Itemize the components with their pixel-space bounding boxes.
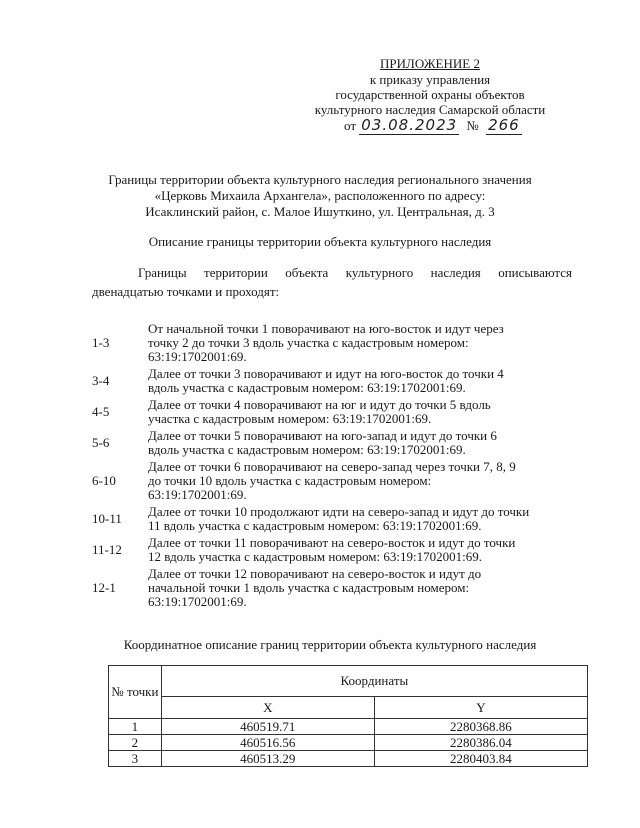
header-x: X bbox=[161, 697, 374, 719]
segment-label: 11-12 bbox=[92, 542, 122, 557]
segment-label: 5-6 bbox=[92, 435, 110, 450]
heading-line-3: Исаклинский район, с. Малое Ишуткино, ул. Центральная, д. 3 bbox=[145, 204, 495, 219]
segment-label: 6-10 bbox=[92, 473, 116, 488]
subheading: Описание границы территории объекта культурного наследия bbox=[148, 234, 492, 249]
coord-x: 460516.56 bbox=[161, 735, 374, 751]
point-number: 2 bbox=[109, 735, 162, 751]
segment-line: до точки 10 вдоль участка с кадастровым номером: bbox=[148, 473, 432, 488]
segment-line: Далее от точки 3 поворачивают и идут на юго-восток до точки 4 bbox=[148, 366, 504, 381]
number-sign: № bbox=[466, 118, 479, 133]
segment-line: 12 вдоль участка с кадастровым номером: 63:19:1702001:69. bbox=[148, 549, 482, 564]
point-number: 1 bbox=[109, 719, 162, 735]
segment-line: От начальной точки 1 поворачивают на юго-восток и идут через bbox=[148, 321, 504, 336]
segment-line: вдоль участка с кадастровым номером: 63:19:1702001:69. bbox=[148, 380, 466, 395]
segment-line: Далее от точки 12 поворачивают на северо-восток и идут до bbox=[148, 566, 482, 581]
heading-line-1: Границы территории объекта культурного наследия регионального значения bbox=[108, 172, 532, 187]
coord-x: 460513.29 bbox=[161, 751, 374, 767]
segment-line: Далее от точки 5 поворачивают на юго-запад и идут до точки 6 bbox=[148, 428, 497, 443]
annex-line-1: к приказу управления bbox=[369, 72, 491, 87]
segment-item bbox=[92, 536, 572, 564]
segment-description bbox=[148, 505, 562, 533]
intro-line-1: Границы территории объекта культурного наследия описываются bbox=[138, 265, 572, 280]
segment-label: 4-5 bbox=[92, 404, 110, 419]
segment-line: участка с кадастровым номером: 63:19:1702001:69. bbox=[148, 411, 432, 426]
segment-item bbox=[92, 567, 572, 609]
handwritten-number: 266 bbox=[488, 116, 520, 134]
header-point-number: № точки bbox=[109, 666, 162, 719]
segment-line: точку 2 до точки 3 вдоль участка с кадастровым номером: bbox=[148, 335, 469, 350]
segment-line: 63:19:1702001:69. bbox=[148, 349, 247, 364]
segments-list bbox=[92, 322, 572, 609]
segment-line: Далее от точки 10 продолжают идти на северо-запад и идут до точки bbox=[148, 504, 530, 519]
coord-y: 2280368.86 bbox=[374, 719, 587, 735]
segment-item bbox=[92, 367, 572, 395]
segment-label: 10-11 bbox=[92, 511, 122, 526]
segment-item bbox=[92, 460, 572, 502]
segment-line: Далее от точки 11 поворачивают на северо-восток и идут до точки bbox=[148, 535, 516, 550]
table-row bbox=[109, 719, 588, 735]
annex-date-row bbox=[344, 117, 522, 135]
segment-line: 63:19:1702001:69. bbox=[148, 487, 247, 502]
coord-y: 2280386.04 bbox=[374, 735, 587, 751]
segment-line: 11 вдоль участка с кадастровым номером: 63:19:1702001:69. bbox=[148, 518, 482, 533]
segment-line: Далее от точки 4 поворачивают на юг и идут до точки 5 вдоль bbox=[148, 397, 491, 412]
segment-label: 3-4 bbox=[92, 373, 110, 388]
segment-description bbox=[148, 567, 562, 609]
handwritten-date: 03.08.2023 bbox=[361, 116, 458, 134]
header-y: Y bbox=[374, 697, 587, 719]
annex-line-2: государственной охраны объектов bbox=[335, 87, 525, 102]
table-row bbox=[109, 735, 588, 751]
coord-y: 2280403.84 bbox=[374, 751, 587, 767]
point-number: 3 bbox=[109, 751, 162, 767]
segment-description bbox=[148, 398, 562, 426]
segment-description bbox=[148, 460, 562, 502]
coord-x: 460519.71 bbox=[161, 719, 374, 735]
segment-label: 12-1 bbox=[92, 580, 116, 595]
annex-title: ПРИЛОЖЕНИЕ 2 bbox=[380, 56, 480, 71]
header-coordinates: Координаты bbox=[161, 666, 587, 697]
heading-line-2: «Церковь Михаила Архангела», расположенного по адресу: bbox=[154, 188, 486, 203]
table-row bbox=[109, 751, 588, 767]
segment-description bbox=[148, 367, 562, 395]
date-prefix: от bbox=[344, 118, 357, 133]
coordinates-table bbox=[108, 665, 588, 767]
segment-line: Далее от точки 6 поворачивают на северо-запад через точки 7, 8, 9 bbox=[148, 459, 516, 474]
segment-description bbox=[148, 322, 562, 364]
segment-item bbox=[92, 429, 572, 457]
segment-item bbox=[92, 322, 572, 364]
segment-label: 1-3 bbox=[92, 335, 110, 350]
segment-line: начальной точки 1 вдоль участка с кадастровым номером: bbox=[148, 580, 470, 595]
segment-item bbox=[92, 505, 572, 533]
coordinates-title: Координатное описание границ территории объекта культурного наследия bbox=[123, 637, 537, 652]
segment-description bbox=[148, 429, 562, 457]
segment-description bbox=[148, 536, 562, 564]
segment-item bbox=[92, 398, 572, 426]
segment-line: 63:19:1702001:69. bbox=[148, 594, 247, 609]
intro-line-2: двенадцатью точками и проходят: bbox=[92, 284, 280, 299]
segment-line: вдоль участка с кадастровым номером: 63:19:1702001:69. bbox=[148, 442, 466, 457]
annex-line-3: культурного наследия Самарской области bbox=[314, 102, 546, 117]
